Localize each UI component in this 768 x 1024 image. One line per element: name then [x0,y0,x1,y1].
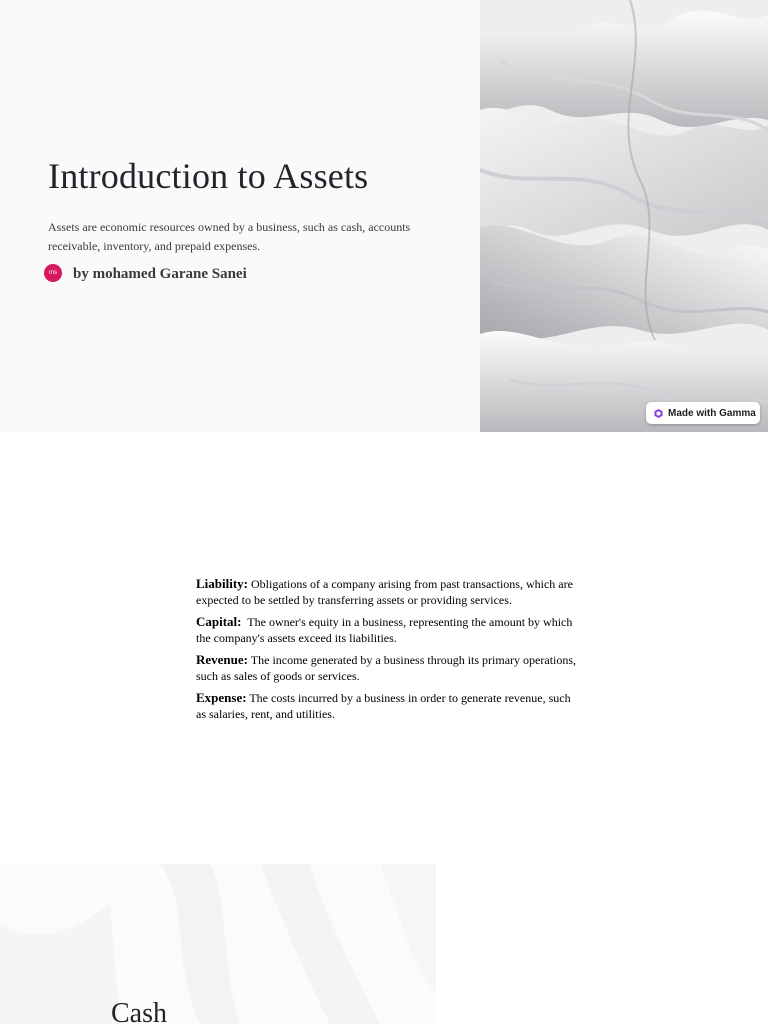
author-byline [44,263,247,283]
title-content [48,155,428,256]
author-name: by mohamed Garane Sanei [73,266,247,282]
abstract-waves-image [480,0,768,432]
title-slide [0,0,768,432]
badge-label: Made with Gamma [668,407,756,419]
slide-title: Introduction to Assets [48,156,369,196]
definitions-slide [0,432,768,864]
definition-term: Liability: [196,576,249,591]
definition-term: Expense: [196,690,247,705]
gamma-logo-icon [654,409,663,418]
definition-text: The income generated by a business through its primary operations, such as sales of goods or services. [196,653,577,683]
definition-item [196,690,582,722]
avatar: ms [44,264,62,282]
definitions-list [196,576,582,728]
definition-term: Capital: [196,614,242,629]
definition-text: The owner's equity in a business, representing the amount by which the company's assets exceed its liabilities. [196,615,576,645]
definition-item [196,614,582,646]
slide-subtitle: Assets are economic resources owned by a business, such as cash, accounts receivable, inventory, and prepaid expenses. [48,220,411,254]
hero-image [480,0,768,432]
definition-text: Obligations of a company arising from past transactions, which are expected to be settled by transferring assets or providing services. [196,577,573,607]
definition-item [196,576,582,608]
definition-term: Revenue: [196,652,248,667]
slide-title: Cash [111,998,167,1024]
background-texture-image [0,864,436,1024]
made-with-gamma-badge[interactable] [646,402,760,424]
definition-text: The costs incurred by a business in order to generate revenue, such as salaries, rent, and utilities. [196,691,571,721]
cash-slide [0,864,768,1024]
definition-item [196,652,582,684]
